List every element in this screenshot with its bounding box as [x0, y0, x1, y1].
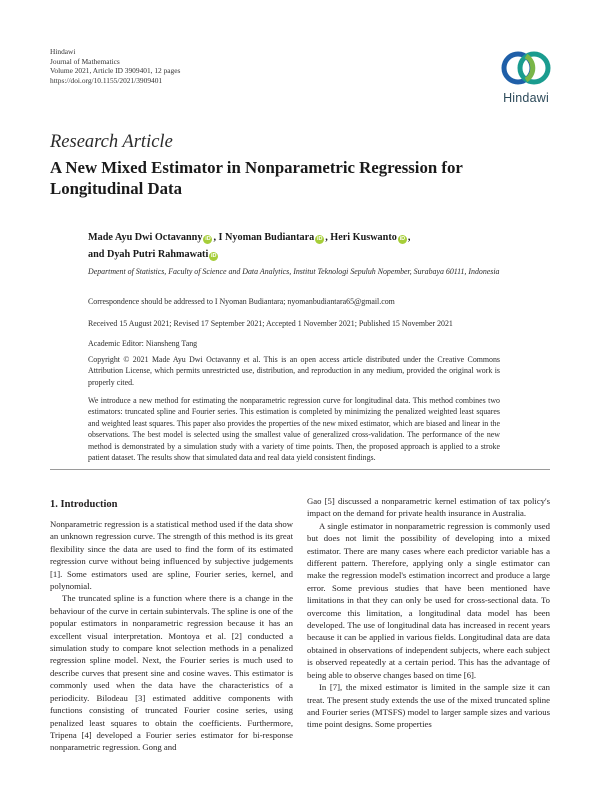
- paragraph: The truncated spline is a function where there is a change in the behaviour of the curve in certain subintervals. The spline is one of the popular estimators in nonparametric regression because it has an excellent visual interpretation. Montoya et al. [2] conducted a simulation study to compare knot selection methods in a penalized regression spline model. Next, the Fourier series is much used to describe curves that present sine and cosine waves. This estimator is commonly used when the data have the characteristics of a periodicity. Bilodeau [3] estimated additive components with functions consisting of truncated Fourier cosine series, using penalized least squares to obtain the coefficients. Furthermore, Tripena [4] developed a Fourier series estimator for bi-response nonparametric regression. Gong and: [50, 593, 293, 753]
- author-name[interactable]: Made Ayu Dwi Octavanny: [88, 232, 203, 243]
- affiliation: Department of Statistics, Faculty of Science and Data Analytics, Institut Teknologi Sepuluh Nopember, Surabaya 60111, Indonesia: [88, 267, 500, 276]
- abstract: We introduce a new method for estimating the nonparametric regression curve for longitudinal data. This method combines two estimators: truncated spline and Fourier series. This estimation is completed by minimizing the penalized weighted least squares and weighted least squares. This paper also provides the properties of the new mixed estimator, which are biased and linear in the observations. The best model is selected using the smallest value of generalized cross-validation. The performance of the new method is demonstrated by a simulation study with a variety of time points. Then, the proposed approach is applied to a stroke patient dataset. The results show that simulated data and real data yield consistent findings.: [88, 396, 500, 463]
- author-list: [88, 229, 498, 263]
- correspondence: Correspondence should be addressed to I Nyoman Budiantara; nyomanbudiantara65@gmail.com: [88, 297, 395, 306]
- author-separator: ,: [407, 232, 411, 243]
- right-column: [307, 495, 550, 731]
- orcid-icon[interactable]: iD: [399, 236, 406, 242]
- hindawi-logo-text: Hindawi: [503, 91, 549, 105]
- orcid-icon[interactable]: iD: [211, 253, 217, 259]
- section-heading: 1. Introduction: [50, 499, 118, 510]
- doi-link[interactable]: https://doi.org/10.1155/2021/3909401: [50, 75, 163, 85]
- paragraph: A single estimator in nonparametric regression is commonly used but does not limit the possibility of developing into a mixed estimator. There are many cases where each predictor variable has a different pattern. Therefore, applying only a single estimator can make the regression model's estimation incorrect and produce a large error. Some previous studies that have been mentioned have limitations in that they can only be used for cross-sectional data. To overcome this limitation, a longitudinal data model has been developed. The use of longitudinal data has increased in recent years because it can be applied in various fields. Longitudinal data are data obtained in observations of independent subjects, where each subject is observed repeatedly at a certain period. This has the advantage of being able to observe changes based on time [6].: [307, 520, 550, 680]
- journal-name: Journal of Mathematics: [50, 56, 120, 66]
- author-name[interactable]: I Nyoman Budiantara: [218, 232, 315, 243]
- copyright-notice: Copyright © 2021 Made Ayu Dwi Octavanny et al. This is an open access article distributed under the Creative Commons Attribution License, which permits unrestricted use, distribution, and reproduction in any medium, provided the original work is properly cited.: [88, 355, 500, 387]
- author-separator: ,: [213, 232, 219, 243]
- article-title: A New Mixed Estimator in Nonparametric Regression for Longitudinal Data: [50, 158, 463, 198]
- paragraph: In [7], the mixed estimator is limited in the sample size it can treat. The present study extends the use of the mixed truncated spline and Fourier series (MTSFS) model to larger sample sizes and various time point designs. Some properties: [307, 682, 550, 730]
- volume-line: Volume 2021, Article ID 3909401, 12 pages: [50, 66, 181, 76]
- academic-editor: Academic Editor: Niansheng Tang: [88, 339, 198, 348]
- orcid-icon[interactable]: iD: [205, 236, 211, 242]
- paragraph: Nonparametric regression is a statistical method used if the data show an unknown regression curve. The strength of this method is its great flexibility since the data are used to find the form of its estimated regression curve without being influenced by subjective judgements [1]. Some estimators used are spline, Fourier series, kernel, and polynomial.: [50, 519, 293, 592]
- paragraph: Gao [5] discussed a nonparametric kernel estimation of tax policy's impact on the demand for private health insurance in Australia.: [307, 496, 550, 519]
- author-name[interactable]: Heri Kuswanto: [330, 232, 397, 243]
- author-separator: ,: [325, 232, 331, 243]
- author-name[interactable]: and Dyah Putri Rahmawati: [88, 249, 209, 260]
- section-divider: [50, 469, 550, 470]
- orcid-icon[interactable]: iD: [316, 236, 323, 242]
- article-type: Research Article: [50, 132, 173, 152]
- publication-dates: Received 15 August 2021; Revised 17 September 2021; Accepted 1 November 2021; Published 15 November 2021: [88, 319, 453, 328]
- left-column: [50, 518, 293, 754]
- publisher-name: Hindawi: [50, 47, 76, 56]
- journal-meta: [50, 47, 180, 85]
